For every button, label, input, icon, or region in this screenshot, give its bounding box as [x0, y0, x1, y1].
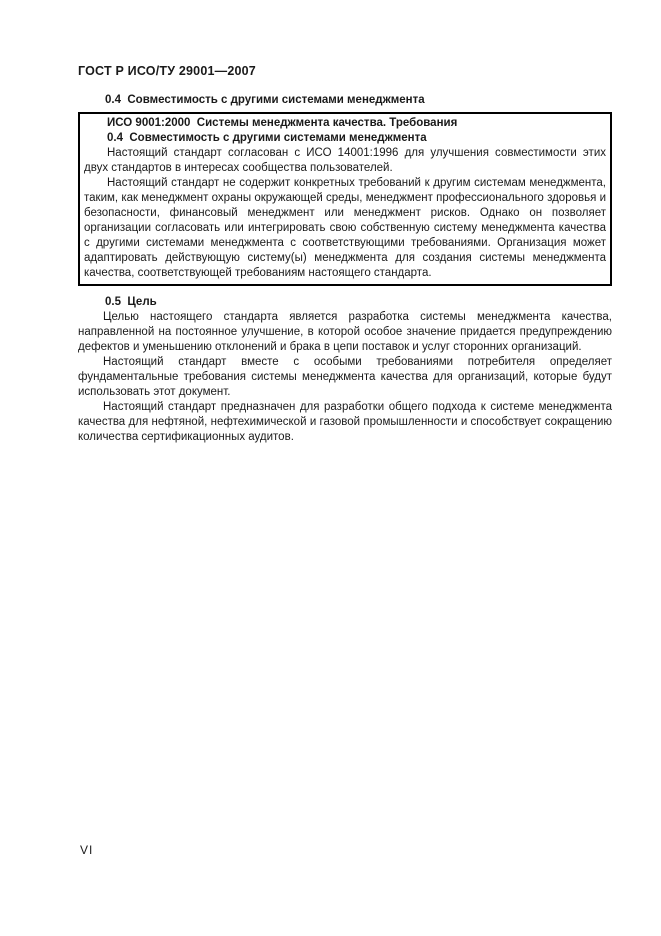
body-paragraph: Настоящий стандарт предназначен для разработки общего подхода к системе менеджмента качества для нефтяной, нефтехимической и газовой промышленности и способствует сокращению количества сертификационных аудитов.: [78, 401, 612, 443]
section-0-5-heading: 0.5 Цель: [105, 296, 157, 308]
document-header: ГОСТ Р ИСО/ТУ 29001—2007: [78, 64, 256, 78]
iso-9001-excerpt-box: [78, 112, 612, 286]
excerpt-title-line-2: 0.4 Совместимость с другими системами менеджмента: [107, 132, 427, 144]
body-paragraph: Целью настоящего стандарта является разработка системы менеджмента качества, направленной на постоянное улучшение, в которой особое значение придается предупреждению дефектов и уменьшению отклонений и брака в цепи поставок и услуг сторонних организаций.: [78, 311, 612, 353]
body-paragraph: Настоящий стандарт вместе с особыми требованиями потребителя определяет фундаментальные требования системы менеджмента качества для организаций, которые будут использовать этот документ.: [78, 356, 612, 398]
section-0-4-heading: 0.4 Совместимость с другими системами менеджмента: [105, 94, 425, 106]
excerpt-paragraph: Настоящий стандарт согласован с ИСО 14001:1996 для улучшения совместимости этих двух стандартов в интересах сообщества пользователей.: [84, 147, 606, 174]
page-number: VI: [80, 843, 94, 857]
excerpt-title-line-1: ИСО 9001:2000 Системы менеджмента качества. Требования: [107, 117, 458, 129]
excerpt-paragraph: Настоящий стандарт не содержит конкретных требований к другим системам менеджмента, таким, как менеджмент охраны окружающей среды, менеджмент профессионального здоровья и безопасности, финансовый менеджмент или менеджмент рисков. Однако он позволяет организации согласовать или интегрировать свою собственную систему менеджмента качества с другими системами менеджмента с соответствующими требованиями. Организация может адаптировать действующую систему(ы) менеджмента для создания системы менеджмента качества, соответствующей требованиям настоящего стандарта.: [84, 177, 606, 279]
page-content: [78, 93, 612, 445]
